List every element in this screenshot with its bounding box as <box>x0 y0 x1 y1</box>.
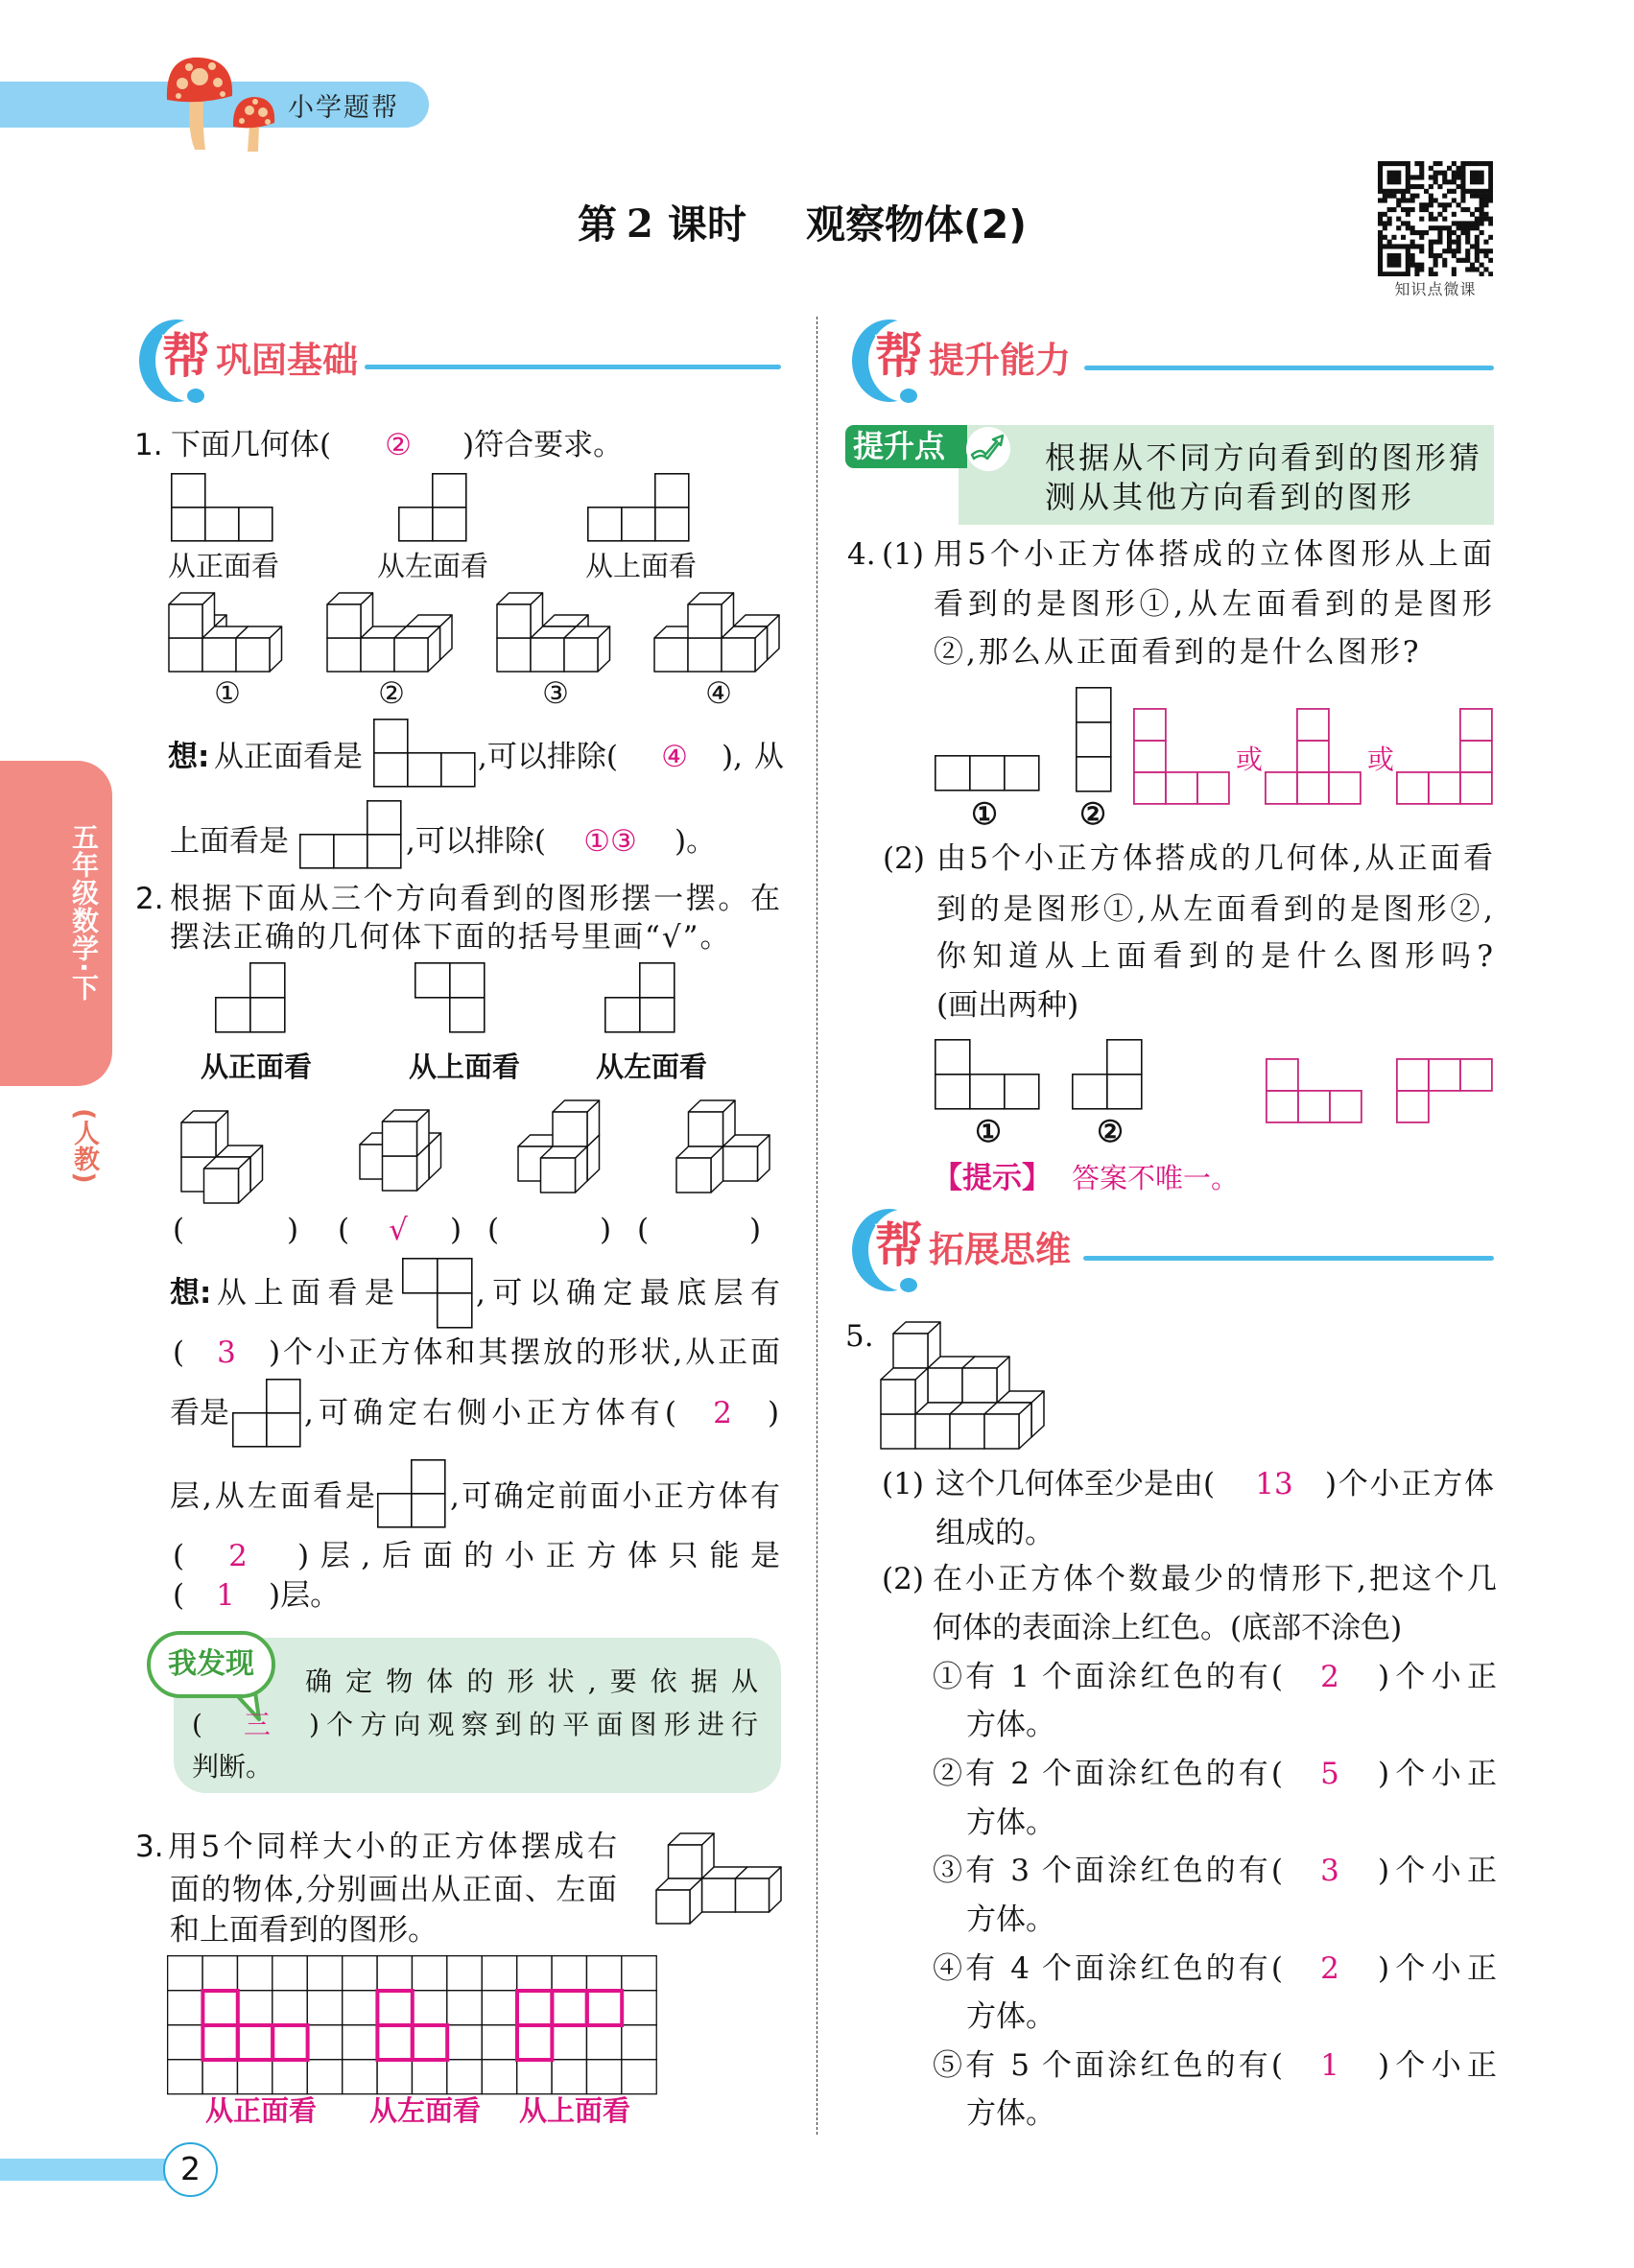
figure-label: ② <box>1097 1115 1124 1149</box>
think-text: ,可确定右侧小正方体有( <box>304 1396 676 1430</box>
think-text: 从正面看是 <box>214 740 363 774</box>
page-title: 观察物体(2) <box>806 201 1028 248</box>
discover-badge: 我发现 <box>147 1631 275 1698</box>
discover-text: 判断。 <box>192 1751 273 1783</box>
section-title: 巩固基础 <box>216 340 358 381</box>
or-text: 或 <box>1367 744 1395 775</box>
badge-tail-icon <box>900 1278 917 1292</box>
figure-label: ① <box>975 1115 1002 1149</box>
item-text: )个小正 <box>1378 1757 1497 1791</box>
section-rule <box>1084 366 1494 370</box>
think-answer: ①③ <box>583 824 637 859</box>
bracket-close: ) <box>450 1213 462 1247</box>
brand-name: 小学题帮 <box>288 93 399 123</box>
view-label: 从正面看 <box>168 550 280 582</box>
q5-2-text: 何体的表面涂上红色。(底部不涂色) <box>933 1611 1403 1645</box>
bracket-open: ( <box>338 1213 350 1247</box>
section-header-extend <box>852 1209 1082 1295</box>
section-rule <box>1083 1256 1494 1261</box>
q5-1-text: )个小正方体 <box>1325 1467 1494 1501</box>
q4-2-stem: 到的是图形①,从左面看到的是图形②, <box>936 892 1493 927</box>
question-number: 5. <box>845 1319 874 1354</box>
item-text: 方体。 <box>966 1708 1055 1742</box>
page-number: 2 <box>163 2142 218 2197</box>
item-answer: 5 <box>1320 1757 1339 1791</box>
think-answer: 2 <box>228 1539 248 1573</box>
improve-point-text: 根据从不同方向看到的图形猜 <box>1045 439 1480 476</box>
item-text: ②有 2 个面涂红色的有( <box>933 1757 1283 1791</box>
q5-1-answer: 13 <box>1255 1467 1293 1501</box>
badge-tail-icon <box>187 389 204 403</box>
bracket-open: ( <box>173 1578 185 1613</box>
discover-text: 确定物体的形状,要依据从 <box>305 1666 758 1697</box>
q5-1-text: 这个几何体至少是由( <box>935 1467 1216 1501</box>
item-answer: 2 <box>1320 1660 1339 1694</box>
think-answer: 1 <box>216 1578 235 1613</box>
item-text: )个小正 <box>1378 2048 1497 2083</box>
bracket-close: ) <box>749 1213 762 1247</box>
section-header-basic <box>139 319 369 406</box>
think-text: ) <box>768 1396 780 1430</box>
bracket-open: ( <box>173 1539 185 1573</box>
side-tab-edition: (人教) <box>69 1108 99 1184</box>
discover-text: )个方向观察到的平面图形进行 <box>309 1709 758 1740</box>
think-text: ,可以排除( <box>478 740 618 774</box>
view-label: 从上面看 <box>585 550 698 582</box>
section-title: 提升能力 <box>929 340 1071 381</box>
item-text: ①有 1 个面涂红色的有( <box>933 1660 1283 1694</box>
think-text: )层。 <box>269 1578 341 1613</box>
q4-2-stem: 你知道从上面看到的是什么图形吗? <box>936 939 1493 974</box>
improve-point-tag: 提升点 <box>845 425 967 468</box>
section-badge: 帮 <box>162 328 210 384</box>
arrow-up-right-icon <box>964 426 1012 472</box>
item-text: 方体。 <box>966 2096 1055 2131</box>
bracket-open: ( <box>637 1213 650 1247</box>
sub-question-label: (2) <box>883 841 925 876</box>
question-number: 1. <box>134 428 163 462</box>
item-text: )个小正 <box>1378 1951 1497 1986</box>
think-text: 上面看是 <box>170 824 289 859</box>
think-text: ,可确定前面小正方体有 <box>450 1479 780 1514</box>
hint-text: 答案不唯一。 <box>1072 1162 1240 1194</box>
think-text: ,可以确定最底层有 <box>476 1276 780 1311</box>
lesson-number: 2 <box>627 201 653 247</box>
q2-stem: 摆法正确的几何体下面的括号里画“√”。 <box>170 920 732 955</box>
answer-label: 从正面看 <box>205 2094 318 2127</box>
discover-answer: 三 <box>243 1709 272 1740</box>
item-text: )个小正 <box>1378 1660 1497 1694</box>
option-label: ④ <box>705 676 732 711</box>
section-badge: 帮 <box>875 328 923 384</box>
question-number: 3. <box>135 1830 164 1864</box>
figure-label: ② <box>1079 797 1106 832</box>
option-label: ① <box>214 676 241 711</box>
mushroom-logo-icon <box>161 54 281 155</box>
bracket-close: ) <box>600 1213 612 1247</box>
bracket-open: ( <box>173 1335 185 1370</box>
think-label: 想: <box>170 1276 212 1311</box>
bracket-close: ) <box>287 1213 299 1247</box>
think-answer: 3 <box>217 1335 236 1370</box>
answer-label: 从上面看 <box>519 2094 631 2127</box>
view-label: 从左面看 <box>377 550 489 582</box>
q3-stem: 和上面看到的图形。 <box>170 1913 438 1948</box>
item-answer: 2 <box>1320 1951 1339 1986</box>
badge-tail-icon <box>900 389 917 403</box>
bracket-open: ( <box>487 1213 500 1247</box>
think-text: )个小正方体和其摆放的形状,从正面 <box>269 1335 780 1370</box>
answer-label: 从左面看 <box>369 2094 482 2127</box>
view-label: 从上面看 <box>409 1051 521 1083</box>
bracket-open: ( <box>192 1709 202 1740</box>
item-text: ⑤有 5 个面涂红色的有( <box>933 2048 1283 2083</box>
q3-stem: 用5个同样大小的正方体摆成右 <box>168 1830 617 1864</box>
q3-stem: 面的物体,分别画出从正面、左面 <box>170 1873 617 1907</box>
q1-answer: ② <box>385 428 412 462</box>
think-text: 层,从左面看是 <box>170 1479 375 1514</box>
item-answer: 1 <box>1320 2048 1339 2083</box>
q5-1-text: 组成的。 <box>935 1516 1054 1550</box>
item-answer: 3 <box>1320 1854 1339 1888</box>
qr-code-icon <box>1378 161 1493 276</box>
think-answer: 2 <box>713 1396 732 1430</box>
page-number-bar <box>0 2159 173 2181</box>
think-text: ),从 <box>722 740 784 774</box>
option-label: ② <box>378 676 405 711</box>
question-number: 2. <box>135 882 164 916</box>
section-rule <box>365 365 781 369</box>
think-text: )。 <box>675 824 717 859</box>
view-label: 从正面看 <box>201 1051 313 1083</box>
sub-question-label: (1) <box>882 537 924 572</box>
think-text: 看是 <box>170 1396 229 1430</box>
lesson-suffix: 课时 <box>668 201 746 248</box>
option-label: ③ <box>542 676 569 711</box>
improve-point-text: 测从其他方向看到的图形 <box>1045 479 1415 515</box>
think-answer: ④ <box>661 740 688 774</box>
section-title: 拓展思维 <box>929 1229 1071 1270</box>
section-header-improve <box>852 319 1082 406</box>
q4-1-stem: 看到的是图形①,从左面看到的是图形 <box>934 587 1492 622</box>
section-badge: 帮 <box>875 1217 923 1273</box>
item-text: ③有 3 个面涂红色的有( <box>933 1854 1283 1888</box>
option-answer: √ <box>389 1213 408 1247</box>
hint-label: 【提示】 <box>933 1161 1052 1195</box>
q4-1-stem: ②,那么从正面看到的是什么图形? <box>934 635 1422 670</box>
item-text: 方体。 <box>966 1999 1055 2034</box>
item-text: 方体。 <box>966 1806 1055 1840</box>
item-text: )个小正 <box>1378 1854 1497 1888</box>
think-label: 想: <box>168 740 210 774</box>
item-text: ④有 4 个面涂红色的有( <box>933 1951 1283 1986</box>
bracket-open: ( <box>173 1213 185 1247</box>
figure-label: ① <box>971 797 998 832</box>
q5-2-text: 在小正方体个数最少的情形下,把这个几 <box>933 1562 1497 1596</box>
view-label: 从左面看 <box>596 1051 708 1083</box>
q4-1-stem: 用5个小正方体搭成的立体图形从上面 <box>934 537 1492 572</box>
think-text: ,可以排除( <box>406 824 546 859</box>
lesson-prefix: 第 <box>578 201 617 248</box>
q1-stem-end: )符合要求。 <box>462 428 624 462</box>
question-number: 4. <box>847 537 876 572</box>
qr-caption: 知识点微课 <box>1394 280 1477 298</box>
side-tab-grade: 五年级数学·下 <box>68 823 100 1002</box>
q1-stem: 下面几何体( <box>171 428 332 462</box>
q4-2-stem: (画出两种) <box>936 988 1079 1023</box>
think-text: )层,后面的小正方体只能是 <box>297 1539 780 1573</box>
sub-question-label: (2) <box>882 1562 924 1596</box>
item-text: 方体。 <box>966 1902 1055 1937</box>
q2-stem: 根据下面从三个方向看到的图形摆一摆。在 <box>170 882 780 916</box>
q4-2-stem: 由5个小正方体搭成的几何体,从正面看 <box>936 841 1493 876</box>
think-text: 从上面看是 <box>217 1276 394 1311</box>
sub-question-label: (1) <box>882 1467 924 1501</box>
or-text: 或 <box>1236 744 1264 775</box>
